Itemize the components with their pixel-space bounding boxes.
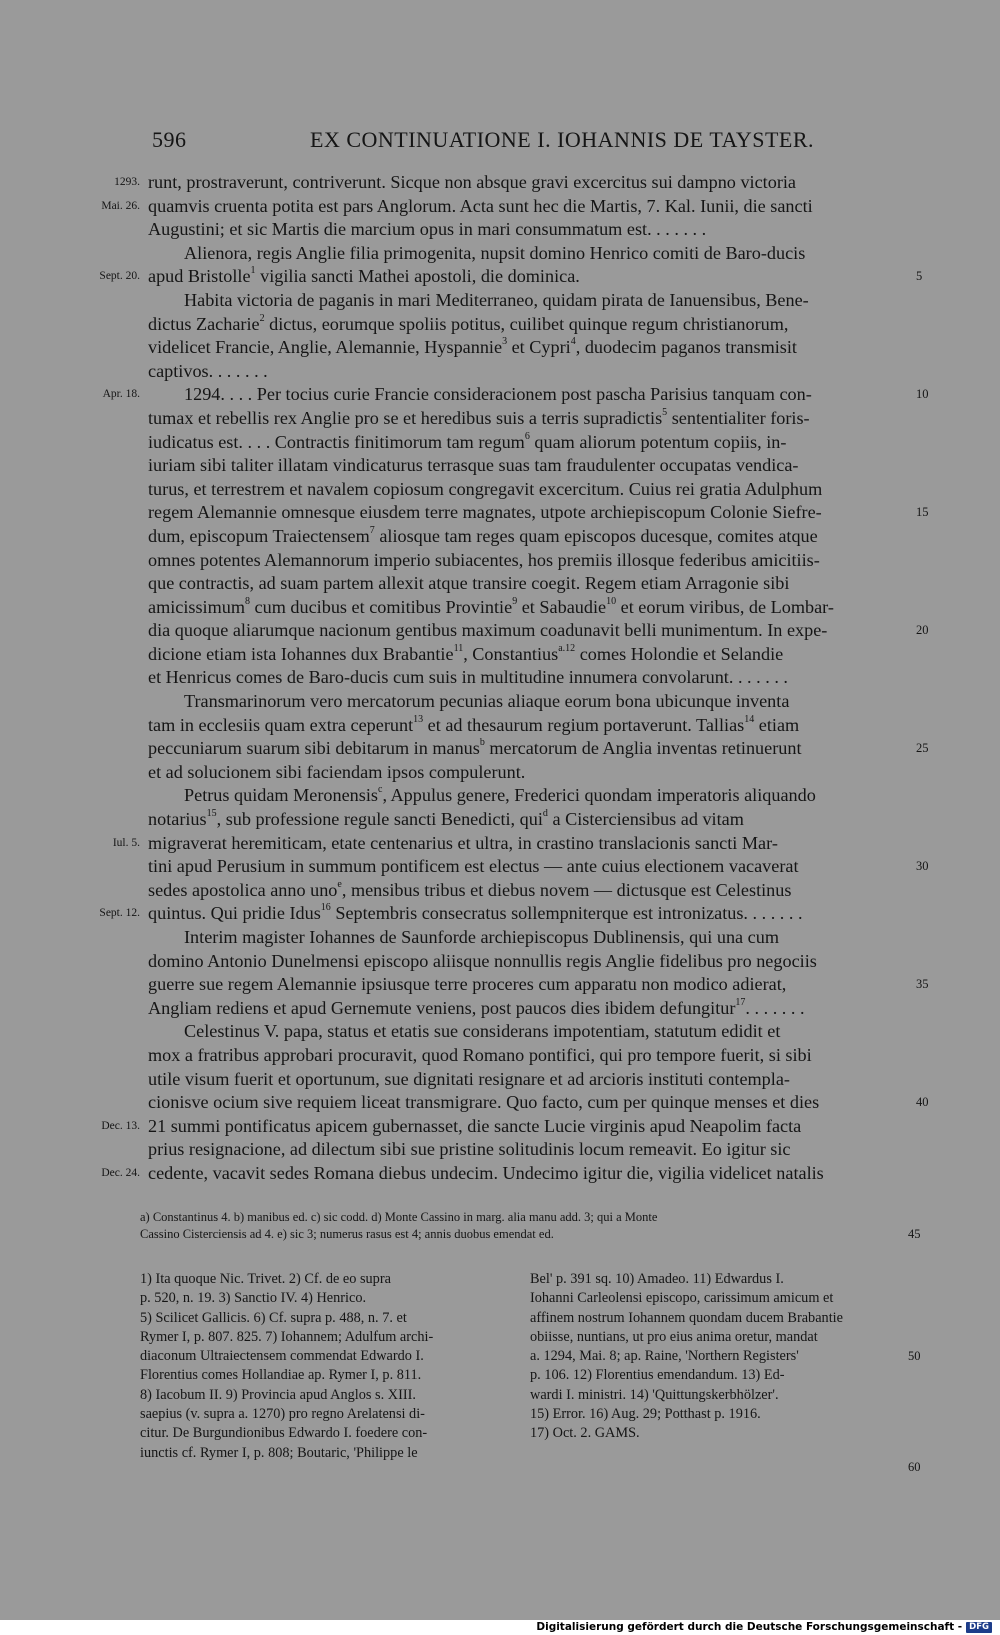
text-line (148, 407, 908, 431)
text-run: quintus. Qui pridie Idus (148, 903, 321, 924)
footnote-line (530, 1424, 910, 1443)
footnote-marker: 3 (502, 336, 508, 348)
text-run: dicione etiam ista Iohannes dux Brabantie (148, 643, 454, 664)
text-run: a. 1294, Mai. 8; ap. Raine, 'Northern Registers' (530, 1348, 799, 1365)
text-line (148, 1044, 908, 1068)
text-run: captivos. . . . . . . (148, 360, 268, 381)
text-run: amicissimum (148, 596, 245, 617)
text-line (148, 1068, 908, 1092)
line-number: 5 (916, 269, 923, 284)
footnote-marker: 17 (735, 996, 746, 1008)
line-number: 30 (916, 859, 929, 874)
text-run: prius resignacione, ad dilectum sibi sue pristine solitudinis locum remeavit. Eo igitur sic (148, 1139, 791, 1160)
text-line (148, 879, 908, 903)
text-line (148, 619, 929, 643)
text-run: , mensibus tribus et diebus novem — dictusque est Celestinus (341, 879, 792, 900)
text-run: tam in ecclesiis quam extra ceperunt (148, 714, 414, 735)
text-run: et ad thesaurum regium portaverunt. Tallias (423, 714, 745, 735)
footnote-line (530, 1347, 921, 1366)
margin-date: Mai. 26. (101, 199, 140, 212)
footnote-marker: c (377, 784, 383, 796)
footnote-line: 5) Scilicet Gallicis. 6) Cf. supra p. 488, n. 7. et (140, 1309, 407, 1326)
line-number: 15 (916, 505, 929, 520)
footnote-marker: a.12 (558, 642, 576, 654)
text-run: Angliam rediens et apud Gernemute veniens, post paucos dies ibidem defungitur (148, 997, 736, 1018)
text-run: etiam (754, 714, 800, 735)
text-line (101, 195, 908, 219)
text-line (148, 501, 929, 525)
text-run: tumax et rebellis rex Anglie pro se et heredibus suis a terris supradictis (148, 407, 663, 428)
text-line (148, 242, 908, 266)
footnotes-right-column (530, 1270, 921, 1444)
text-run: iuriam sibi taliter illatam vindicaturus terrasque suas tam fraudulenter occupatas vendica- (148, 455, 799, 476)
footnote-line (530, 1270, 910, 1289)
text-run: comes Holondie et Selandie (575, 643, 784, 664)
text-line (148, 572, 908, 596)
margin-date: Apr. 18. (102, 388, 140, 401)
text-run: 15) Error. 16) Aug. 29; Potthast p. 1916. (530, 1406, 761, 1423)
line-number: 35 (916, 977, 929, 992)
footnote-marker: 13 (413, 713, 424, 725)
footnote-line: Rymer I, p. 807. 825. 7) Iohannem; Adulfum archi- (140, 1328, 434, 1345)
text-line (112, 832, 908, 856)
footnote-marker: 5 (662, 406, 668, 418)
text-run: Celestinus V. papa, status et etatis sue considerans impotentiam, statutum edidit et (184, 1021, 781, 1042)
margin-date: Sept. 20. (99, 270, 140, 283)
footnote-line: 1) Ita quoque Nic. Trivet. 2) Cf. de eo supra (140, 1271, 391, 1287)
text-run: domino Antonio Dunelmensi episcopo aliisque nonnullis regis Anglie fidelibus pro negociis (148, 950, 817, 971)
text-line (148, 973, 929, 997)
page-number: 596 (152, 127, 187, 152)
footnote-marker: 11 (453, 642, 464, 654)
text-run: , duodecim paganos transmisit (575, 337, 797, 358)
footnote-line (530, 1386, 910, 1405)
footnote-marker: 14 (744, 713, 755, 725)
footnote-line: saepius (v. supra a. 1270) pro regno Arelatensi di- (140, 1406, 425, 1423)
text-run: peccuniarum suarum sibi debitarum in manus (148, 738, 480, 759)
footnote-marker: 15 (206, 808, 217, 820)
footnote-marker: 10 (606, 595, 617, 607)
text-line (148, 666, 908, 690)
footnote-marker: 9 (512, 595, 518, 607)
text-run: 17) Oct. 2. GAMS. (530, 1425, 640, 1442)
text-run: , Constantius (463, 643, 559, 664)
text-run: a Cisterciensibus ad vitam (547, 809, 744, 830)
text-run: Petrus quidam Meronensis (184, 785, 378, 806)
text-run: 1294. . . . Per tocius curie Francie consideracionem post pascha Parisius tanquam con- (184, 384, 812, 405)
text-line (148, 690, 908, 714)
text-line (148, 289, 908, 313)
line-number: 50 (908, 1349, 921, 1364)
text-line (148, 808, 908, 832)
text-run: p. 106. 12) Florentius emendandum. 13) Ed- (530, 1367, 785, 1384)
text-run: dum, episcopum Traiectensem (148, 525, 370, 546)
text-line (148, 643, 908, 667)
footnotes-left-column (140, 1270, 516, 1463)
text-run: Iohanni Carleolensi episcopo, carissimum amicum et (530, 1290, 834, 1307)
text-run: wardi I. ministri. 14) 'Quittungskerbhölzer'. (530, 1386, 779, 1403)
footnote-marker: 7 (369, 524, 375, 536)
margin-date: Dec. 13. (101, 1119, 140, 1132)
text-line (148, 1138, 908, 1162)
text-run: que contractis, ad suam partem allexit atque transire coegit. Regem etiam Arragonie sibi (148, 573, 790, 594)
text-run: cum ducibus et comitibus Provintie (250, 596, 513, 617)
text-line (148, 784, 908, 808)
text-line (148, 855, 929, 879)
text-run: notarius (148, 809, 207, 830)
text-run: Transmarinorum vero mercatorum pecunias aliaque eorum bona ubicunque inventa (184, 691, 790, 712)
text-line (102, 383, 929, 407)
text-line (148, 478, 908, 502)
text-run: iudicatus est. . . . Contractis finitimorum tam regum (148, 431, 525, 452)
text-line (99, 265, 923, 289)
footnote-line (530, 1289, 910, 1308)
line-number: 25 (916, 741, 929, 756)
text-line (148, 313, 908, 337)
text-line (114, 171, 908, 195)
text-run: quamvis cruenta potita est pars Anglorum. Acta sunt hec die Martis, 7. Kal. Iunii, die sancti (148, 195, 813, 216)
text-line (148, 761, 908, 785)
footnote-marker: b (479, 737, 485, 749)
text-run: videlicet Francie, Anglie, Alemannie, Hyspannie (148, 337, 503, 358)
footnote-marker: e (337, 878, 342, 890)
text-run: cionisve ocium sive requiem liceat transmigrare. Quo facto, cum per quinque menses et dies (148, 1092, 820, 1113)
text-run: et Sabaudie (517, 596, 607, 617)
text-run: quam aliorum potentum copiis, in- (529, 431, 787, 452)
text-run: et Henricus comes de Baro-ducis cum suis in multitudine innumera convolarunt. . . . . . . (148, 667, 788, 688)
text-run: dia quoque aliarumque nacionum gentibus maximum coadunavit belli munimentum. In expe- (148, 620, 828, 641)
footnote-line: iunctis cf. Rymer I, p. 808; Boutaric, 'Philippe le (140, 1444, 418, 1461)
text-run: tini apud Perusium in summum pontificem est electus — ante cuius electionem vacaverat (148, 856, 799, 877)
text-run: aliosque tam reges quam episcopos ducesque, comites atque (374, 525, 818, 546)
text-run: cedente, vacavit sedes Romana diebus undecim. Undecimo igitur die, vigilia videlicet natalis (148, 1162, 824, 1183)
line-number: 45 (908, 1227, 921, 1241)
text-run: Augustini; et sic Martis die marcium opus in mari consummatum est. . . . . . . (148, 219, 707, 240)
footnote-marker: d (542, 808, 548, 820)
text-run: Septembris consecratus sollempniterque est intronizatus. . . . . . . (330, 903, 803, 924)
text-line (148, 525, 908, 549)
footnote-line (530, 1328, 910, 1347)
text-run: migraverat heremiticam, etate centenarius et ultra, in crastino translacionis sancti Mar- (148, 832, 778, 853)
footnote-line (530, 1309, 910, 1328)
text-run: , sub professione regule sancti Benedicti, qui (216, 809, 543, 830)
critical-note-line: Cassino Cisterciensis ad 4. e) sic 3; numerus rasus est 4; annis duobus emendat ed. 45 (140, 1227, 921, 1241)
footnote-marker: 16 (320, 902, 331, 914)
main-text (99, 171, 929, 1186)
text-run: et Cypri (507, 337, 571, 358)
text-run: guerre sue regem Alemannie ipsiusque terre proceres cum apparatu non modico adierat, (148, 974, 787, 995)
line-number: 20 (916, 623, 929, 638)
margin-date: Dec. 24. (101, 1166, 140, 1179)
text-line (148, 926, 908, 950)
footnote-line (530, 1405, 910, 1424)
footnote-line (530, 1366, 910, 1385)
footnote-line: Florentius comes Hollandiae ap. Rymer I, p. 811. (140, 1367, 422, 1384)
text-run: runt, prostraverunt, contriverunt. Sicque non absque gravi excercitus sui dampno victoria (148, 172, 797, 192)
text-run: omnes potentes Alemannorum imperio subiacentes, hos premiis illosque federibus amicitiis- (148, 549, 820, 570)
text-run: Bel' p. 391 sq. 10) Amadeo. 11) Edwardus I. (530, 1271, 784, 1287)
text-line (148, 454, 908, 478)
text-run: , Appulus genere, Frederici quondam imperatoris aliquando (382, 785, 816, 806)
text-run: sententialiter foris- (667, 407, 810, 428)
footnote-marker: 4 (570, 336, 576, 348)
margin-date: 1293. (114, 176, 140, 188)
text-line (99, 902, 908, 926)
text-run: obiisse, nuntians, ut pro eius anima oretur, mandat (530, 1328, 818, 1345)
footnote-line: diaconum Ultraiectensem commendat Edwardo I. (140, 1348, 424, 1365)
text-run: sedes apostolica anno uno (148, 879, 338, 900)
text-line (148, 549, 908, 573)
text-run: affinem nostrum Iohannem quondam ducem Brabantie (530, 1309, 843, 1326)
footnote-marker: 1 (250, 265, 256, 277)
text-run: dictus, eorumque spoliis potitus, cuilibet quinque regum christianorum, (264, 313, 789, 334)
text-line (148, 714, 908, 738)
text-run: 21 summi pontificatus apicem gubernasset, die sancte Lucie virginis apud Neapolim facta (148, 1115, 802, 1136)
text-run: Alienora, regis Anglie filia primogenita, nupsit domino Henrico comiti de Baro-ducis (184, 242, 806, 263)
footnote-marker: 2 (259, 312, 265, 324)
text-run: regem Alemannie omnesque eiusdem terre magnates, utpote archiepiscopum Colonie Siefre- (148, 502, 822, 523)
text-run: Habita victoria de paganis in mari Mediterraneo, quidam pirata de Ianuensibus, Bene- (184, 289, 809, 310)
text-run: Interim magister Iohannes de Saunforde archiepiscopus Dublinensis, qui una cum (184, 927, 779, 947)
text-run: utile visum fuerit et oportunum, sue dignitati resignare et ad arcioris instituti contempla- (148, 1068, 790, 1089)
text-run: apud Bristolle (148, 266, 251, 287)
critical-note-line: a) Constantinus 4. b) manibus ed. c) sic codd. d) Monte Cassino in marg. alia manu add. 3; qui a Monte (140, 1210, 658, 1224)
text-line (148, 997, 908, 1021)
text-line (101, 1162, 908, 1186)
line-number: 10 (916, 387, 929, 402)
footnote-line: 8) Iacobum II. 9) Provincia apud Anglos s. XIII. (140, 1386, 416, 1403)
running-title: EX CONTINUATIONE I. IOHANNIS DE TAYSTER. (310, 127, 815, 152)
dfg-logo: DFG (966, 1622, 992, 1633)
text-line (148, 1020, 908, 1044)
text-run: et ad solucionem sibi faciendam ipsos compulerunt. (148, 761, 526, 782)
line-number: 40 (916, 1095, 929, 1110)
text-run: . . . . . . . (745, 997, 805, 1018)
text-line (101, 1115, 908, 1139)
text-line (148, 737, 929, 761)
text-run: dictus Zacharie (148, 313, 260, 334)
footnote-line: citur. De Burgundionibus Edwardo I. foedere con- (140, 1425, 428, 1442)
text-line (148, 336, 908, 360)
text-run: mox a fratribus approbari procuravit, quod Romano pontifici, qui pro tempore fuerit, si sibi (148, 1044, 812, 1065)
margin-date: Sept. 12. (99, 907, 140, 920)
text-run: vigilia sancti Mathei apostoli, die dominica. (255, 266, 580, 287)
credit-text: Digitalisierung gefördert durch die Deutsche Forschungsgemeinschaft - (536, 1621, 963, 1633)
footnote-marker: 8 (245, 595, 250, 607)
digitization-credit (536, 1621, 992, 1633)
text-line (148, 360, 908, 384)
text-line (148, 596, 908, 620)
footnote-line: p. 520, n. 19. 3) Sanctio IV. 4) Henrico. (140, 1290, 367, 1307)
text-run: mercatorum de Anglia inventas retinuerunt (484, 738, 802, 759)
text-run: et eorum viribus, de Lombar- (616, 596, 834, 617)
margin-date: Iul. 5. (112, 836, 140, 849)
text-run: turus, et terrestrem et navalem copiosum congregavit excercitum. Cuius rei gratia Adulphum (148, 478, 823, 499)
text-line (148, 950, 908, 974)
text-line (148, 1091, 929, 1115)
footnote-marker: 6 (524, 430, 530, 442)
text-line (148, 431, 908, 455)
text-line (148, 218, 908, 242)
line-number: 60 (908, 1460, 921, 1474)
critical-apparatus (140, 1209, 930, 1243)
